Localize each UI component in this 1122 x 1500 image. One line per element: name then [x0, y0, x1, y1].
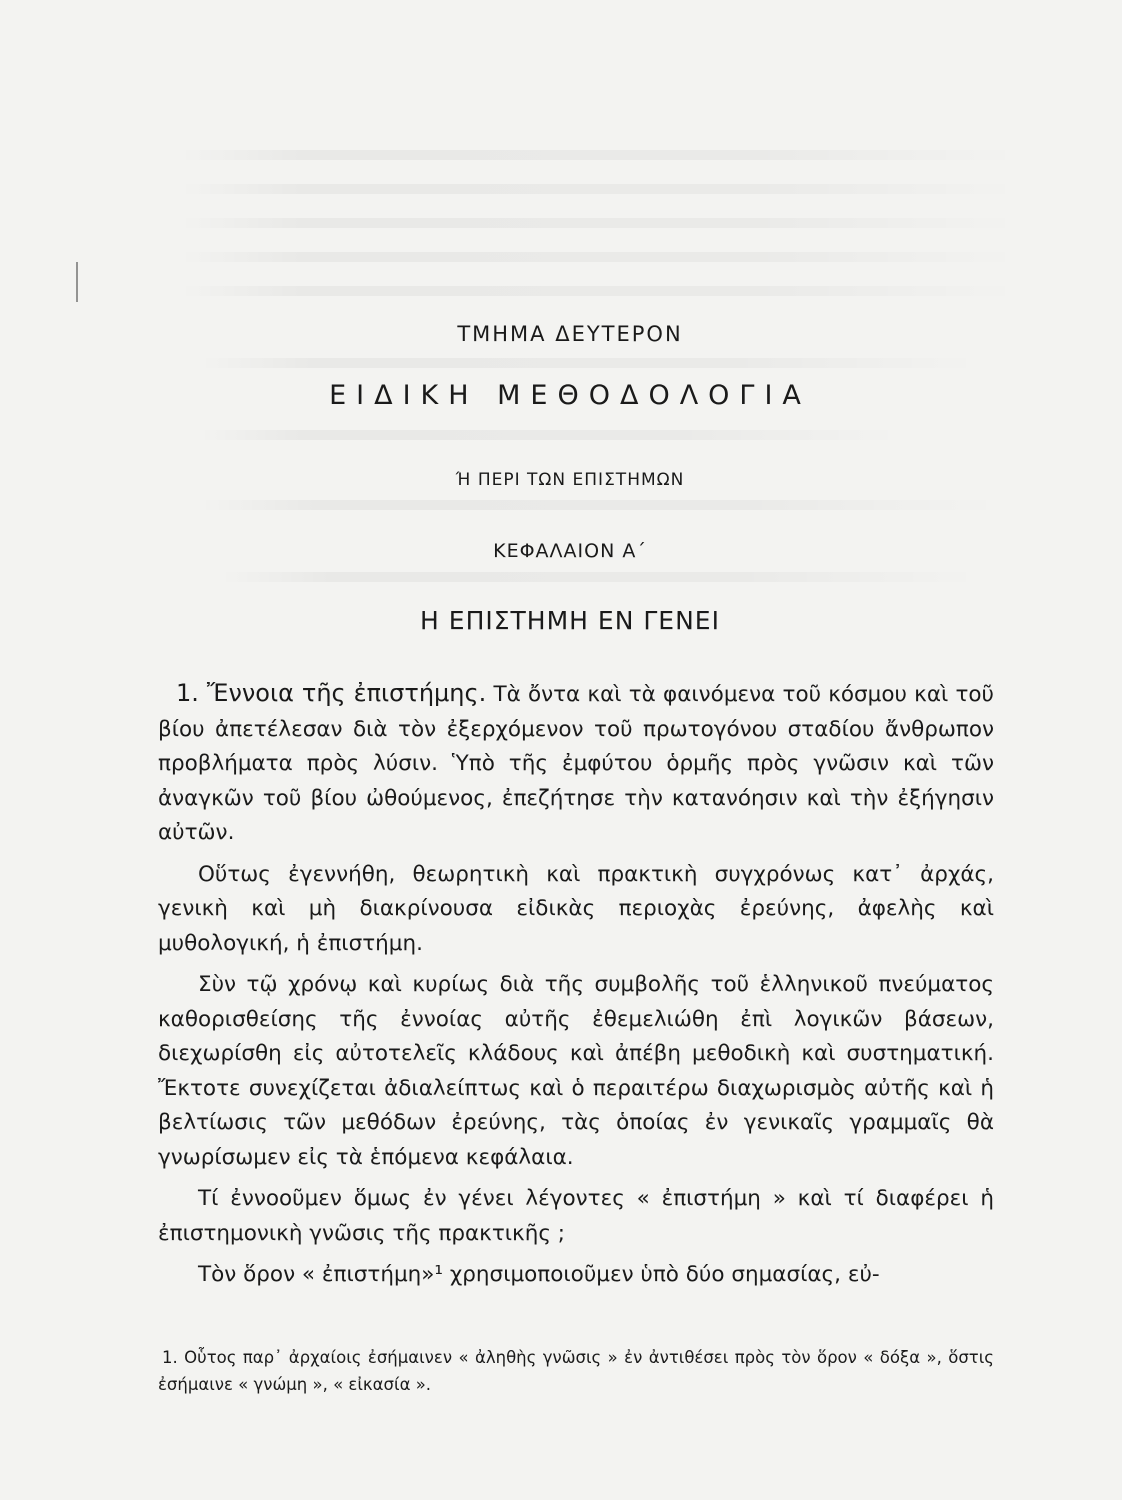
paragraph: Σὺν τῷ χρόνῳ καὶ κυρίως διὰ τῆς συμβολῆς τοῦ ἑλληνικοῦ πνεύματος καθορισθείσης τῆς ἐννοίας αὐτῆς ἐθεμελιώθη ἐπὶ λογικῶν βάσεων, διεχωρίσθη εἰς αὐτοτελεῖς κλάδους καὶ ἀπέβη μεθοδικὴ καὶ συστηματική. Ἔκτοτε συνεχίζεται ἀδιαλείπτως καὶ ὁ περαιτέρω διαχωρισμὸς αὐτῆς καὶ ἡ βελτίωσις τῶν μεθόδων ἐρεύνης, τὰς ὁποίας ἐν γενικαῖς γραμμαῖς θὰ γνωρίσωμεν εἰς τὰ ἑπόμενα κεφάλαια. — [158, 972, 994, 1170]
chapter-title: Η ΕΠΙΣΤΗΜΗ ΕΝ ΓΕΝΕΙ — [420, 606, 720, 635]
bleed-through-line — [180, 252, 1020, 262]
paragraph: Τὸν ὅρον « ἐπιστήμη»¹ χρησιμοποιοῦμεν ὑπὸ δύο σημασίας, εὐ- — [198, 1262, 880, 1287]
margin-mark — [76, 262, 78, 302]
bleed-through-line — [200, 430, 900, 440]
section-number: 1. — [176, 679, 199, 707]
chapter-label: ΚΕΦΑΛΑΙΟΝ Α΄ — [493, 540, 647, 562]
body-text — [158, 676, 994, 1300]
bleed-through-line — [180, 184, 1020, 194]
paragraph: Τί ἐννοοῦμεν ὅμως ἐν γένει λέγοντες « ἐπιστήμη » καὶ τί διαφέρει ἡ ἐπιστημονικὴ γνῶσις τῆς πρακτικῆς ; — [158, 1186, 994, 1246]
section-heading: Ἔννοια τῆς ἐπιστήμης. — [206, 679, 487, 707]
bleed-through-line — [180, 286, 1020, 296]
bleed-through-line — [180, 218, 1020, 228]
bleed-through-line — [180, 150, 1020, 160]
paragraph-section-1 — [158, 676, 994, 851]
main-title: ΕΙΔΙΚΗ ΜΕΘΟΔΟΛΟΓΙΑ — [329, 380, 811, 411]
bleed-through-line — [200, 500, 1000, 510]
paragraph: Οὕτως ἐγεννήθη, θεωρητικὴ καὶ πρακτικὴ συγχρόνως κατ᾿ ἀρχάς, γενικὴ καὶ μὴ διακρίνουσα εἰδικὰς περιοχὰς ἐρεύνης, ἀφελὴς καὶ μυθολογική, ἡ ἐπιστήμη. — [158, 861, 994, 956]
footnote: 1. Οὗτος παρ᾿ ἀρχαίοις ἐσήμαινεν « ἀληθὴς γνῶσις » ἐν ἀντιθέσει πρὸς τὸν ὅρον « δόξα », ὅστις ἐσήμαινε « γνώμη », « εἰκασία ». — [158, 1348, 994, 1394]
section-label: ΤΜΗΜΑ ΔΕΥΤΕΡΟΝ — [457, 322, 683, 346]
section-lead-text: Τὰ ὄντα καὶ τὰ φαινόμενα τοῦ κόσμου καὶ τοῦ βίου ἀπετέλεσαν διὰ τὸν ἐξερχόμενον τοῦ πρωτογόνου σταδίου ἄνθρωπον προβλήματα πρὸς λύσιν. Ὑπὸ τῆς ἐμφύτου ὁρμῆς πρὸς γνῶσιν καὶ τῶν ἀναγκῶν τοῦ βίου ὠθούμενος, ἐπεζήτησε τὴν κατανόησιν καὶ τὴν ἐξήγησιν αὐτῶν. — [158, 682, 994, 845]
bleed-through-line — [200, 358, 980, 368]
bleed-through-line — [220, 572, 980, 582]
subtitle: Ή ΠΕΡΙ ΤΩΝ ΕΠΙΣΤΗΜΩΝ — [455, 470, 685, 490]
